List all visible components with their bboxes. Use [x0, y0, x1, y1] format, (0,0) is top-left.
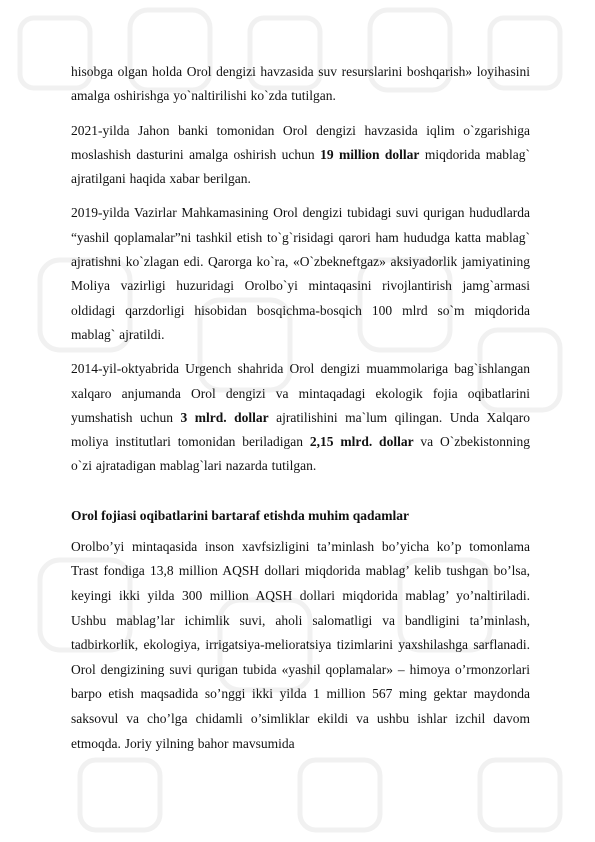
paragraph-4-bold-amount-1: 3 mlrd. dollar [180, 409, 269, 425]
paragraph-2-text-b: miqdorida mablag` ajratilgani haqida xabar berilgan. [71, 146, 530, 187]
paragraph-5: Orolbo’yi mintaqasida inson xavfsizligini ta’minlash bo’yicha ko’p tomonlama Trast fondiga 13,8 million AQSH dollari miqdorida mablag’ kelib tushgan bo’lsa, keyingi ikki yilda 300 million AQSH dollari miqdorida mablag’ yo’naltiriladi. Ushbu mablag’lar ichimlik suvi, aholi salomatligi va bandligini ta’minlash, tadbirkorlik, ekologiya, irrigatsiya-melioratsiya tizimlarini yaxshilashga sarflanadi. Orol dengizining suvi qurigan tubida «yashil qoplamalar» – himoya o’rmonzorlari barpo etish maqsadida so’nggi ikki yilda 1 million 567 ming gektar maydonda saksovul va cho’lga chidamli o’simliklar ekildi va ushbu ishlar izchil davom etmoqda. Joriy yilning bahor mavsumida [71, 538, 530, 751]
paragraph-3-text: 2019-yilda Vazirlar Mahkamasining Orol dengizi tubidagi suvi qurigan hududlarda “yashil qoplamalar”ni tashkil etish to`g`risidagi qarori ham hududga katta mablag` ajratishni ko`zlagan edi. Qarorga ko`ra, «O`zbekneftgaz» aksiyadorlik jamiyatining Moliya vazirligi huzuridagi Orolbo`yi mintaqasini rivojlantirish jamg`armasi oldidagi qarzdorligi hisobidan bosqichma-bosqich 100 mlrd so`m miqdorida mablag` ajratildi. [71, 205, 530, 342]
section-heading: Orol fojiasi oqibatlarini bartaraf etishda muhim qadamlar [71, 507, 410, 523]
paragraph-4 [71, 357, 530, 478]
paragraph-4-bold-amount-2: 2,15 mlrd. dollar [309, 434, 414, 450]
paragraph-4-text-a: 2014-yil-oktyabrida Urgench shahrida Orol dengizi muammolariga bag`ishlangan xalqaro anjumanda Orol dengizi va mintaqadagi ekologik fojia oqibatlarini yumshatish uchun [71, 361, 530, 425]
paragraph-4-text-b: ajratilishini ma`lum qilingan. Unda Xalqaro moliya institutlari tomonidan beriladigan [71, 409, 531, 450]
paragraph-2-text-a: 2021-yilda Jahon banki tomonidan Orol dengizi havzasida iqlim o`zgarishiga moslashish dasturini amalga oshirish uchun [71, 122, 530, 162]
paragraph-2-bold-amount: 19 million dollar [320, 146, 420, 162]
paragraph-2 [71, 119, 530, 192]
paragraph-1 [71, 60, 530, 109]
document-page [71, 60, 530, 766]
paragraph-3 [71, 201, 530, 347]
paragraph-1-text: hisobga olgan holda Orol dengizi havzasida suv resurslarini boshqarish» loyihasini amalga oshirishga yo`naltirilishi ko`zda tutilgan. [71, 64, 530, 104]
paragraph-4-text-c: va O`zbekistonning o`zi ajratadigan mablag`lari nazarda tutilgan. [71, 434, 530, 474]
